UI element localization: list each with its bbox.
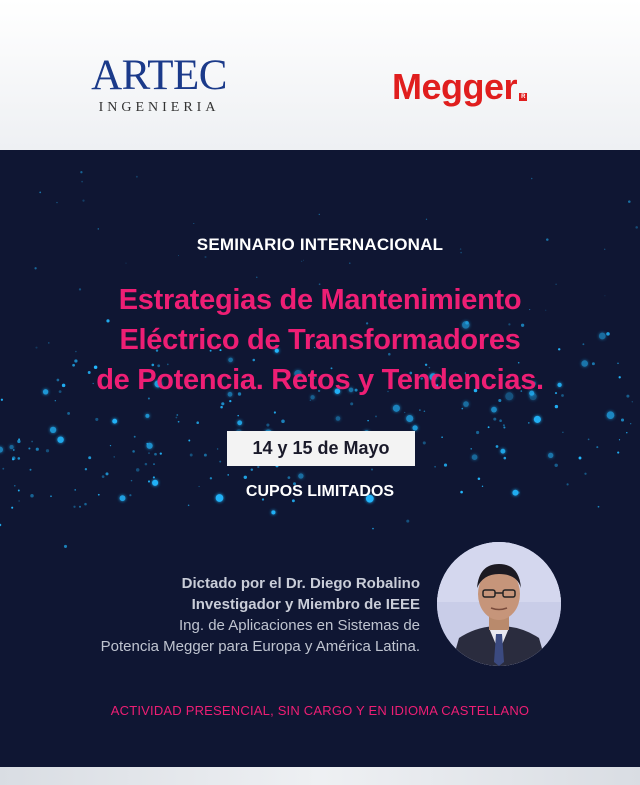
particle-dot xyxy=(114,456,115,457)
particle-dot xyxy=(503,426,505,428)
particle-dot xyxy=(504,457,507,460)
particle-dot xyxy=(88,456,91,459)
event-title-line: de Potencia. Retos y Tendencias. xyxy=(96,364,544,396)
particle-dot xyxy=(112,419,117,424)
particle-dot xyxy=(39,192,41,194)
artec-logo xyxy=(80,52,238,116)
event-title xyxy=(0,280,640,400)
particle-dot xyxy=(110,445,111,446)
particle-dot xyxy=(134,436,136,438)
particle-dot xyxy=(375,415,377,417)
particle-dot xyxy=(500,449,505,454)
particle-dot xyxy=(227,474,229,476)
particle-dot xyxy=(257,466,259,468)
speaker-affiliation: Investigador y Miembro de IEEE xyxy=(191,596,420,613)
speaker-role-continued: Potencia Megger para Europa y América Latina. xyxy=(100,638,420,655)
particle-dot xyxy=(153,476,155,478)
particle-dot xyxy=(0,447,3,453)
event-kicker: SEMINARIO INTERNACIONAL xyxy=(196,235,444,254)
particle-dot xyxy=(132,450,135,453)
particle-dot xyxy=(319,214,320,215)
event-dates-badge: 14 y 15 de Mayo xyxy=(227,431,415,466)
particle-dot xyxy=(628,200,631,203)
particle-dot xyxy=(607,411,615,419)
particle-dot xyxy=(56,202,57,203)
particle-dot xyxy=(548,453,553,458)
activity-note: ACTIVIDAD PRESENCIAL, SIN CARGO Y EN IDIOMA CASTELLANO xyxy=(110,703,530,718)
speaker-role: Ing. de Aplicaciones en Sistemas de xyxy=(179,617,420,634)
particle-dot xyxy=(55,400,56,401)
particle-dot xyxy=(406,520,409,523)
particle-dot xyxy=(274,411,276,413)
particle-dot xyxy=(404,412,405,413)
footer-bar xyxy=(0,767,640,785)
particle-dot xyxy=(472,454,478,460)
particle-dot xyxy=(136,176,138,178)
particle-dot xyxy=(34,267,36,269)
particle-dot xyxy=(84,503,87,506)
particle-dot xyxy=(220,406,223,409)
particle-dot xyxy=(154,453,157,456)
particle-dot xyxy=(371,468,373,470)
particle-dot xyxy=(147,443,153,449)
particle-dot xyxy=(256,277,257,278)
speaker-name: Dictado por el Dr. Diego Robalino xyxy=(181,575,420,592)
particle-dot xyxy=(57,436,63,442)
particle-dot xyxy=(82,200,84,202)
particle-dot xyxy=(217,448,218,449)
particle-dot xyxy=(79,506,81,508)
event-title-line: Eléctrico de Transformadores xyxy=(119,324,521,356)
particle-dot xyxy=(221,402,224,405)
particle-dot xyxy=(584,473,586,475)
particle-dot xyxy=(193,223,194,224)
particle-dot xyxy=(67,412,70,415)
particle-dot xyxy=(630,423,631,424)
particle-dot xyxy=(237,420,242,425)
particle-dot xyxy=(13,449,15,451)
particle-dot xyxy=(493,418,496,421)
particle-dot xyxy=(372,528,374,530)
particle-dot xyxy=(36,448,39,451)
particle-dot xyxy=(31,441,33,443)
particle-dot xyxy=(461,408,463,410)
megger-logo-name: Megger xyxy=(392,66,518,107)
particle-dot xyxy=(496,445,499,448)
particle-dot xyxy=(145,463,148,466)
particle-dot xyxy=(488,426,490,428)
limited-seats-label: CUPOS LIMITADOS xyxy=(245,483,395,500)
particle-dot xyxy=(562,432,563,433)
particle-dot xyxy=(349,263,350,264)
particle-dot xyxy=(229,400,231,402)
header-bar xyxy=(0,0,640,150)
particle-dot xyxy=(178,255,179,256)
registered-mark-icon: R xyxy=(519,93,527,101)
particle-dot xyxy=(419,409,420,410)
particle-dot xyxy=(98,228,100,230)
particle-dot xyxy=(271,510,275,514)
particle-dot xyxy=(596,446,598,448)
particle-dot xyxy=(81,181,83,183)
particle-dot xyxy=(178,421,180,423)
particle-dot xyxy=(148,452,150,454)
particle-dot xyxy=(426,219,427,220)
particle-dot xyxy=(298,473,303,478)
particle-dot xyxy=(499,419,502,422)
particle-dot xyxy=(18,457,21,460)
particle-dot xyxy=(303,260,304,261)
particle-dot xyxy=(136,468,140,472)
particle-dot xyxy=(617,452,619,454)
particle-dot xyxy=(463,401,469,407)
particle-dot xyxy=(176,417,178,419)
particle-dot xyxy=(102,475,105,478)
particle-dot xyxy=(434,466,436,468)
particle-dot xyxy=(598,506,600,508)
particle-dot xyxy=(554,464,557,467)
particle-dot xyxy=(176,414,178,416)
particle-dot xyxy=(28,447,30,449)
particle-dot xyxy=(588,439,590,441)
particle-dot xyxy=(288,476,291,479)
particle-dot xyxy=(478,478,481,481)
particle-dot xyxy=(188,505,190,507)
speaker-info xyxy=(40,573,420,657)
particle-dot xyxy=(555,405,558,408)
particle-dot xyxy=(10,445,14,449)
particle-dot xyxy=(528,422,530,424)
particle-dot xyxy=(204,256,206,258)
particle-dot xyxy=(125,263,126,264)
particle-dot xyxy=(106,472,109,475)
particle-dot xyxy=(626,432,627,433)
particle-dot xyxy=(534,416,541,423)
particle-dot xyxy=(444,464,447,467)
particle-dot xyxy=(423,441,426,444)
particle-dot xyxy=(531,178,533,180)
particle-dot xyxy=(73,506,75,508)
particle-dot xyxy=(237,415,239,417)
particle-dot xyxy=(64,545,67,548)
particle-dot xyxy=(190,454,193,457)
event-banner xyxy=(0,150,640,767)
particle-dot xyxy=(412,425,417,430)
particle-dot xyxy=(46,449,49,452)
megger-logo xyxy=(392,67,527,107)
particle-dot xyxy=(2,468,4,470)
particle-dot xyxy=(619,439,620,440)
particle-dot xyxy=(196,421,199,424)
particle-dot xyxy=(160,452,162,454)
particle-dot xyxy=(367,420,369,422)
particle-dot xyxy=(11,507,13,509)
particle-dot xyxy=(503,424,505,426)
event-title-line: Estrategias de Mantenimiento xyxy=(118,284,522,316)
particle-dot xyxy=(219,461,221,463)
particle-dot xyxy=(145,414,149,418)
particle-dot xyxy=(470,448,471,449)
particle-dot xyxy=(266,423,269,426)
particle-dot xyxy=(635,226,638,229)
particle-dot xyxy=(30,469,32,471)
particle-dot xyxy=(204,454,207,457)
particle-dot xyxy=(621,418,624,421)
particle-dot xyxy=(50,427,56,433)
particle-dot xyxy=(188,440,190,442)
particle-dot xyxy=(336,416,341,421)
particle-dot xyxy=(95,418,98,421)
particle-dot xyxy=(85,468,87,470)
particle-dot xyxy=(281,420,285,424)
particle-dot xyxy=(441,436,443,438)
particle-dot xyxy=(406,415,413,422)
particle-dot xyxy=(12,458,14,460)
particle-dot xyxy=(301,261,302,262)
particle-dot xyxy=(393,405,400,412)
particle-dot xyxy=(350,402,353,405)
particle-dot xyxy=(632,401,633,402)
particle-dot xyxy=(18,438,20,440)
particle-dot xyxy=(476,431,479,434)
particle-dot xyxy=(210,477,212,479)
speaker-portrait-icon xyxy=(437,542,561,666)
artec-logo-name: ARTEC xyxy=(91,52,227,99)
particle-dot xyxy=(491,407,497,413)
particle-dot xyxy=(424,411,426,413)
particle-dot xyxy=(579,457,582,460)
particle-dot xyxy=(153,463,155,465)
particle-dot xyxy=(244,476,247,479)
particle-dot xyxy=(131,480,133,482)
artec-logo-subtitle: INGENIERIA xyxy=(98,100,220,115)
particle-dot xyxy=(0,524,1,526)
particle-dot xyxy=(80,171,82,173)
particle-dot xyxy=(251,468,253,470)
